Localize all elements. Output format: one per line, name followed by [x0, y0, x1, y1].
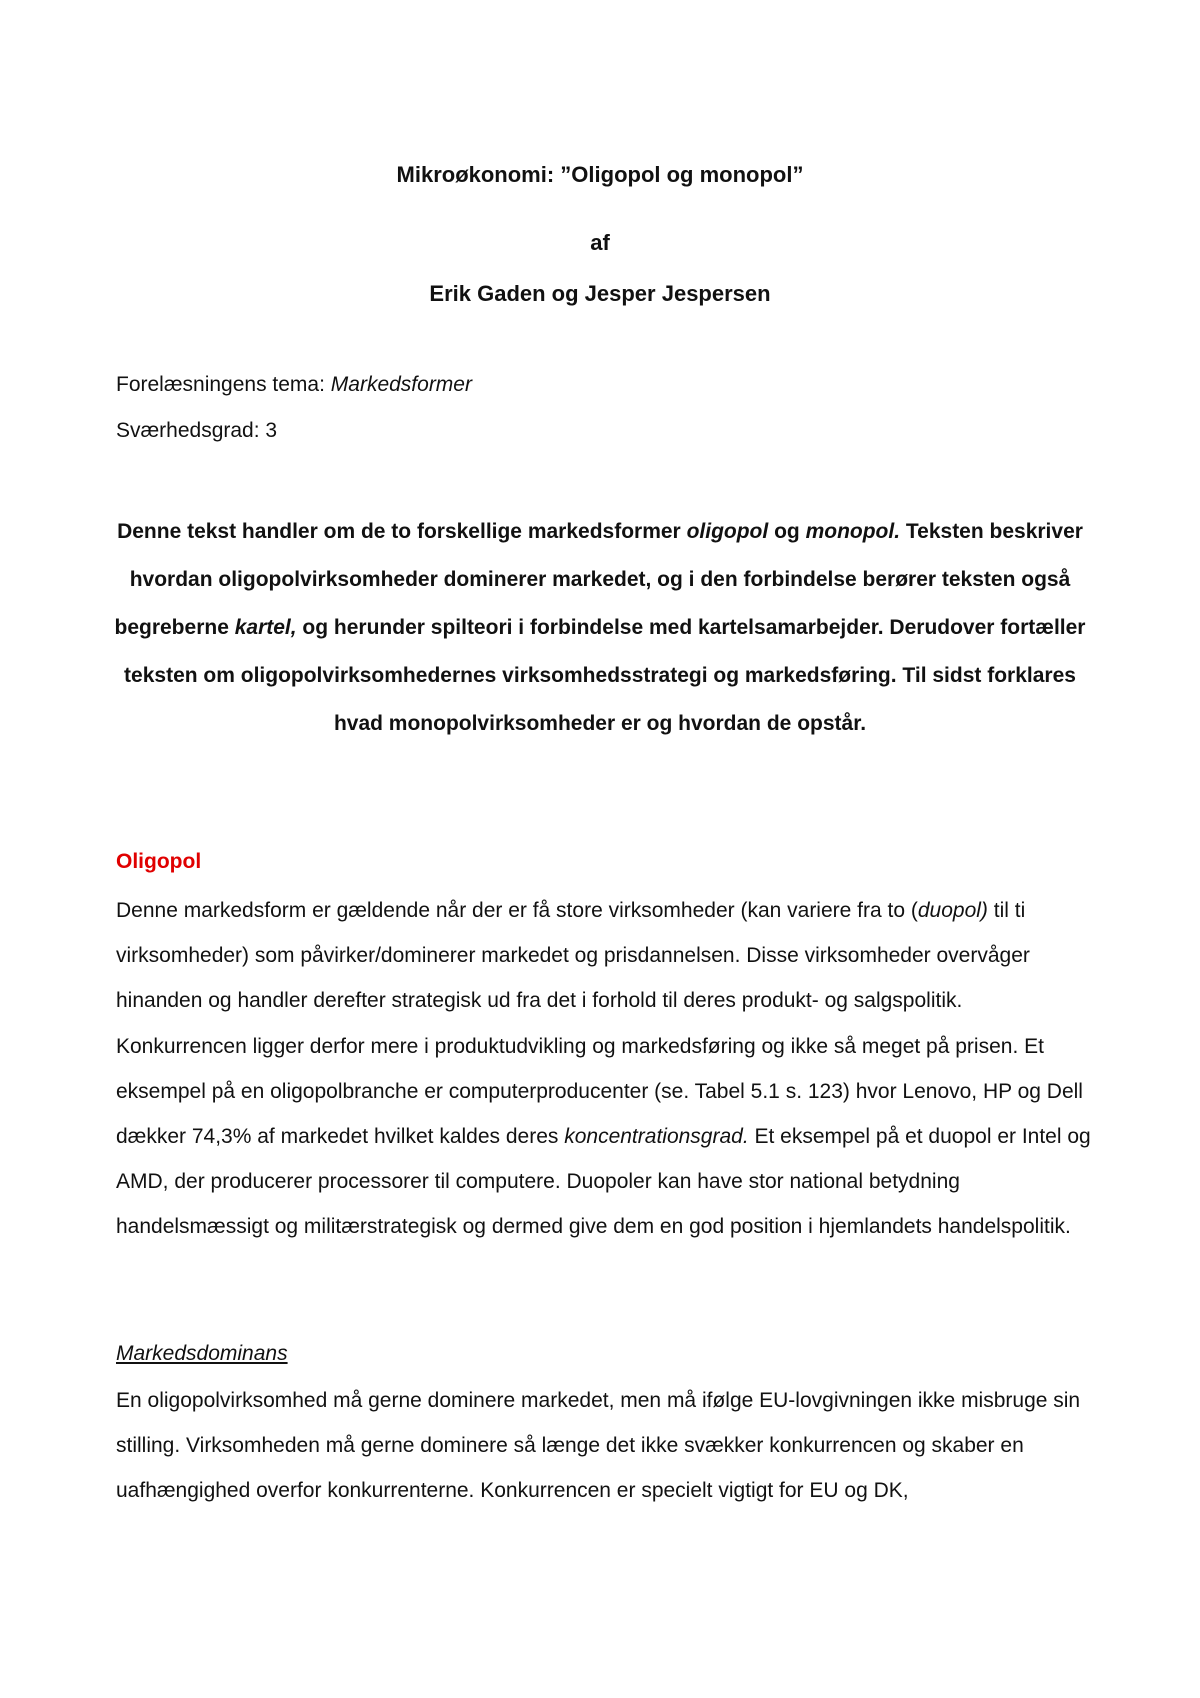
oligopol-paragraph: Denne markedsform er gældende når der er få store virksomheder (kan variere fra to (duopol) til ti virksomheder) som påvirker/dominerer markedet og prisdannelsen. Disse virksomheder overvåger hinanden og handler derefter strategisk ud fra det i forhold til deres produkt- og salgspolitik. Konkurrencen ligger derfor mere i produktudvikling og markedsføring og ikke så meget på prisen. Et eksempel på en oligopolbranche er computerproducenter (se. Tabel 5.1 s. 123) hvor Lenovo, HP og Dell dækker 74,3% af markedet hvilket kaldes deres koncentrationsgrad. Et eksempel på et duopol er Intel og AMD, der producerer processorer til computere. Duopoler kan have stor national betydning handelsmæssigt og militærstrategisk og dermed give dem en god position i hjemlandets handelspolitik.	[116, 899, 1091, 1239]
lecture-theme: Forelæsningens tema: Markedsformer	[116, 373, 472, 396]
abstract-paragraph: Denne tekst handler om de to forskellige markedsformer oligopol og monopol. Teksten beskriver hvordan oligopolvirksomheder dominerer markedet, og i den forbindelse berører teksten også begreberne kartel, og herunder spilteori i forbindelse med kartelsamarbejder. Derudover fortæller teksten om oligopolvirksomhedernes virksomhedsstrategi og markedsføring. Til sidst forklares hvad monopolvirksomheder er og hvordan de opstår.	[114, 520, 1086, 735]
document-title: Mikroøkonomi: ”Oligopol og monopol”	[396, 162, 804, 187]
markedsdominans-paragraph: En oligopolvirksomhed må gerne dominere markedet, men må ifølge EU-lovgivningen ikke misbruge sin stilling. Virksomheden må gerne dominere så længe det ikke svækker konkurrencen og skaber en uafhængighed overfor konkurrenterne. Konkurrencen er specielt vigtigt for EU og DK,	[116, 1389, 1081, 1503]
subheading-markedsdominans: Markedsdominans	[116, 1342, 288, 1365]
section-heading-oligopol: Oligopol	[116, 850, 202, 873]
byline-af: af	[590, 230, 610, 255]
authors: Erik Gaden og Jesper Jespersen	[429, 281, 771, 306]
difficulty: Sværhedsgrad: 3	[116, 419, 278, 442]
